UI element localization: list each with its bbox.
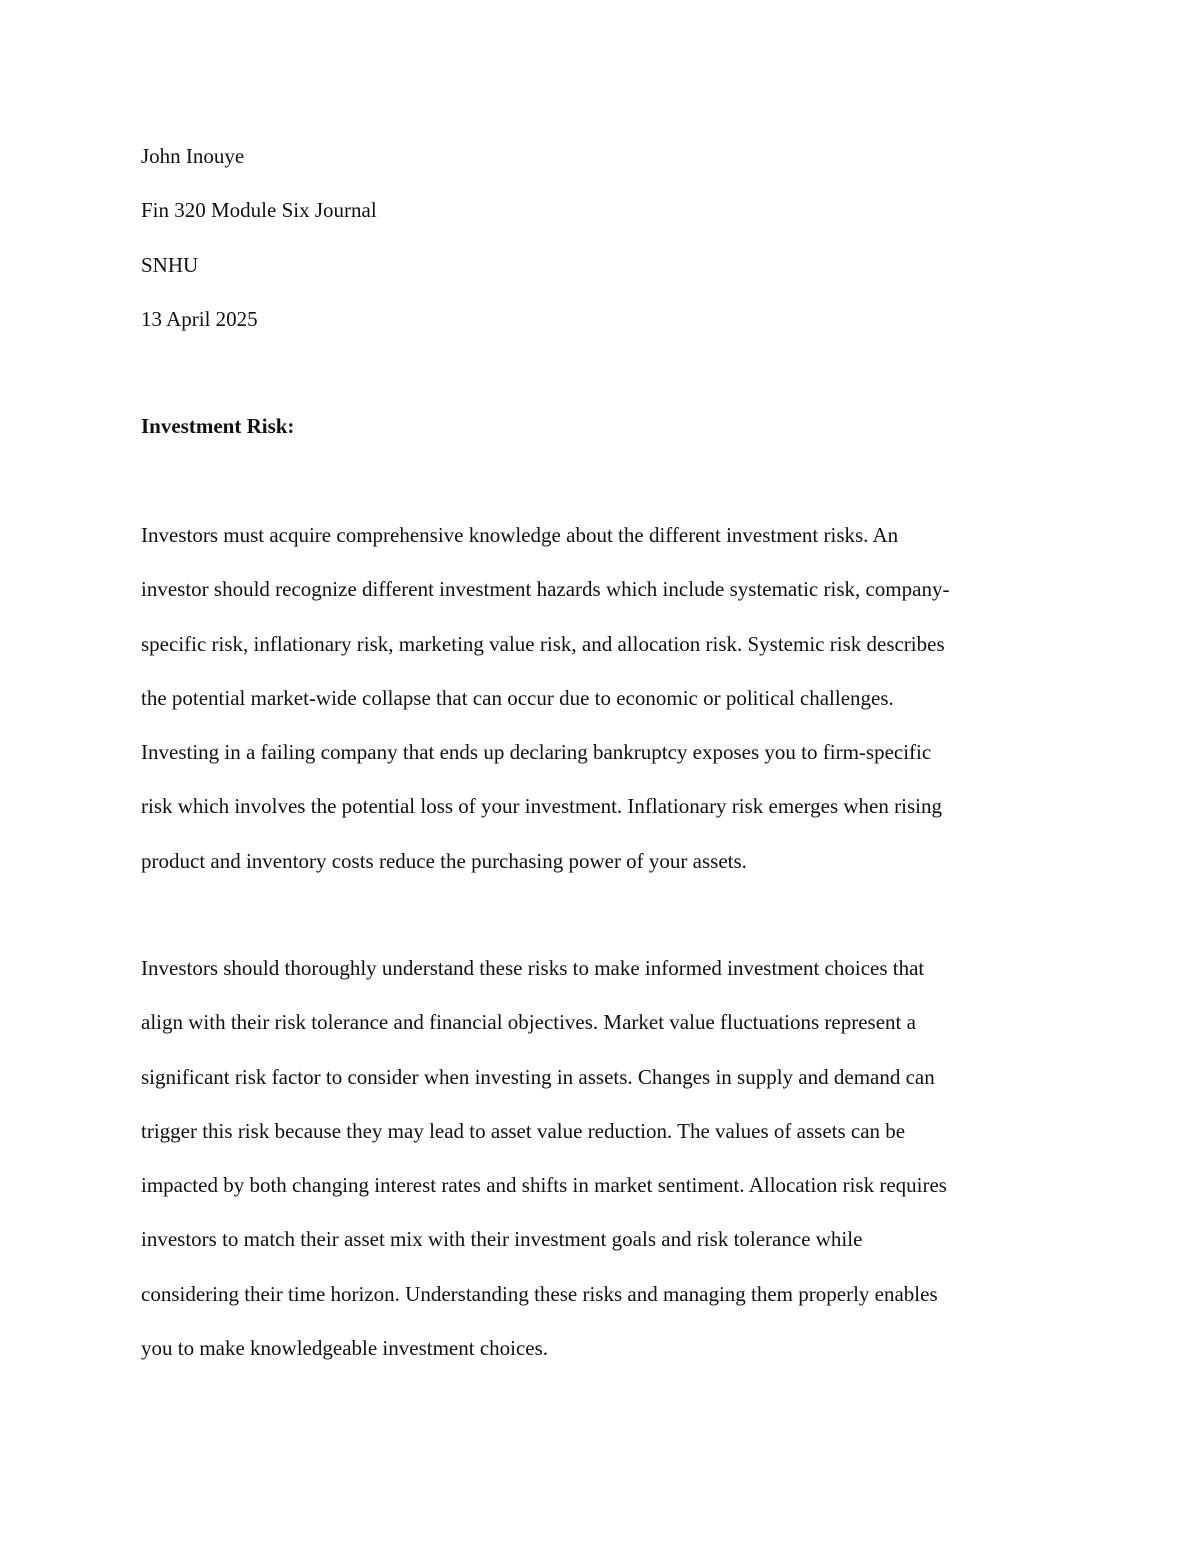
paragraph-line: specific risk, inflationary risk, marketing value risk, and allocation risk. Systemic risk describes [141, 631, 945, 656]
paragraph-line: Investing in a failing company that ends up declaring bankruptcy exposes you to firm-specific [141, 740, 932, 765]
section-title: Investment Risk: [141, 414, 295, 438]
paragraph-line: Investors should thoroughly understand these risks to make informed investment choices that [141, 956, 925, 980]
paragraph-line: trigger this risk because they may lead to asset value reduction. The values of assets can be [141, 1118, 906, 1143]
author-name: John Inouye [141, 144, 245, 168]
paragraph-line: considering their time horizon. Understanding these risks and managing them properly enables [141, 1281, 938, 1306]
paragraph-line: investor should recognize different investment hazards which include systematic risk, company- [141, 577, 950, 602]
paragraph-line: you to make knowledgeable investment choices. [141, 1336, 549, 1361]
institution-name: SNHU [141, 252, 199, 277]
paragraph-1 [141, 508, 1061, 888]
paragraph-line: product and inventory costs reduce the purchasing power of your assets. [141, 848, 747, 873]
document-date: 13 April 2025 [141, 306, 258, 331]
course-title: Fin 320 Module Six Journal [141, 198, 377, 223]
paragraph-line: the potential market-wide collapse that can occur due to economic or political challenges. [141, 685, 894, 710]
paragraph-line: investors to match their asset mix with their investment goals and risk tolerance while [141, 1227, 863, 1252]
paragraph-line: Investors must acquire comprehensive knowledge about the different investment risks. An [141, 523, 899, 547]
paragraph-line: risk which involves the potential loss of your investment. Inflationary risk emerges when rising [141, 794, 942, 819]
paragraph-line: align with their risk tolerance and financial objectives. Market value fluctuations represent a [141, 1010, 916, 1035]
header-block [141, 140, 1061, 357]
paragraph-line: significant risk factor to consider when investing in assets. Changes in supply and demand can [141, 1064, 935, 1089]
paragraph-2 [141, 941, 1061, 1375]
paragraph-line: impacted by both changing interest rates and shifts in market sentiment. Allocation risk requires [141, 1173, 947, 1198]
